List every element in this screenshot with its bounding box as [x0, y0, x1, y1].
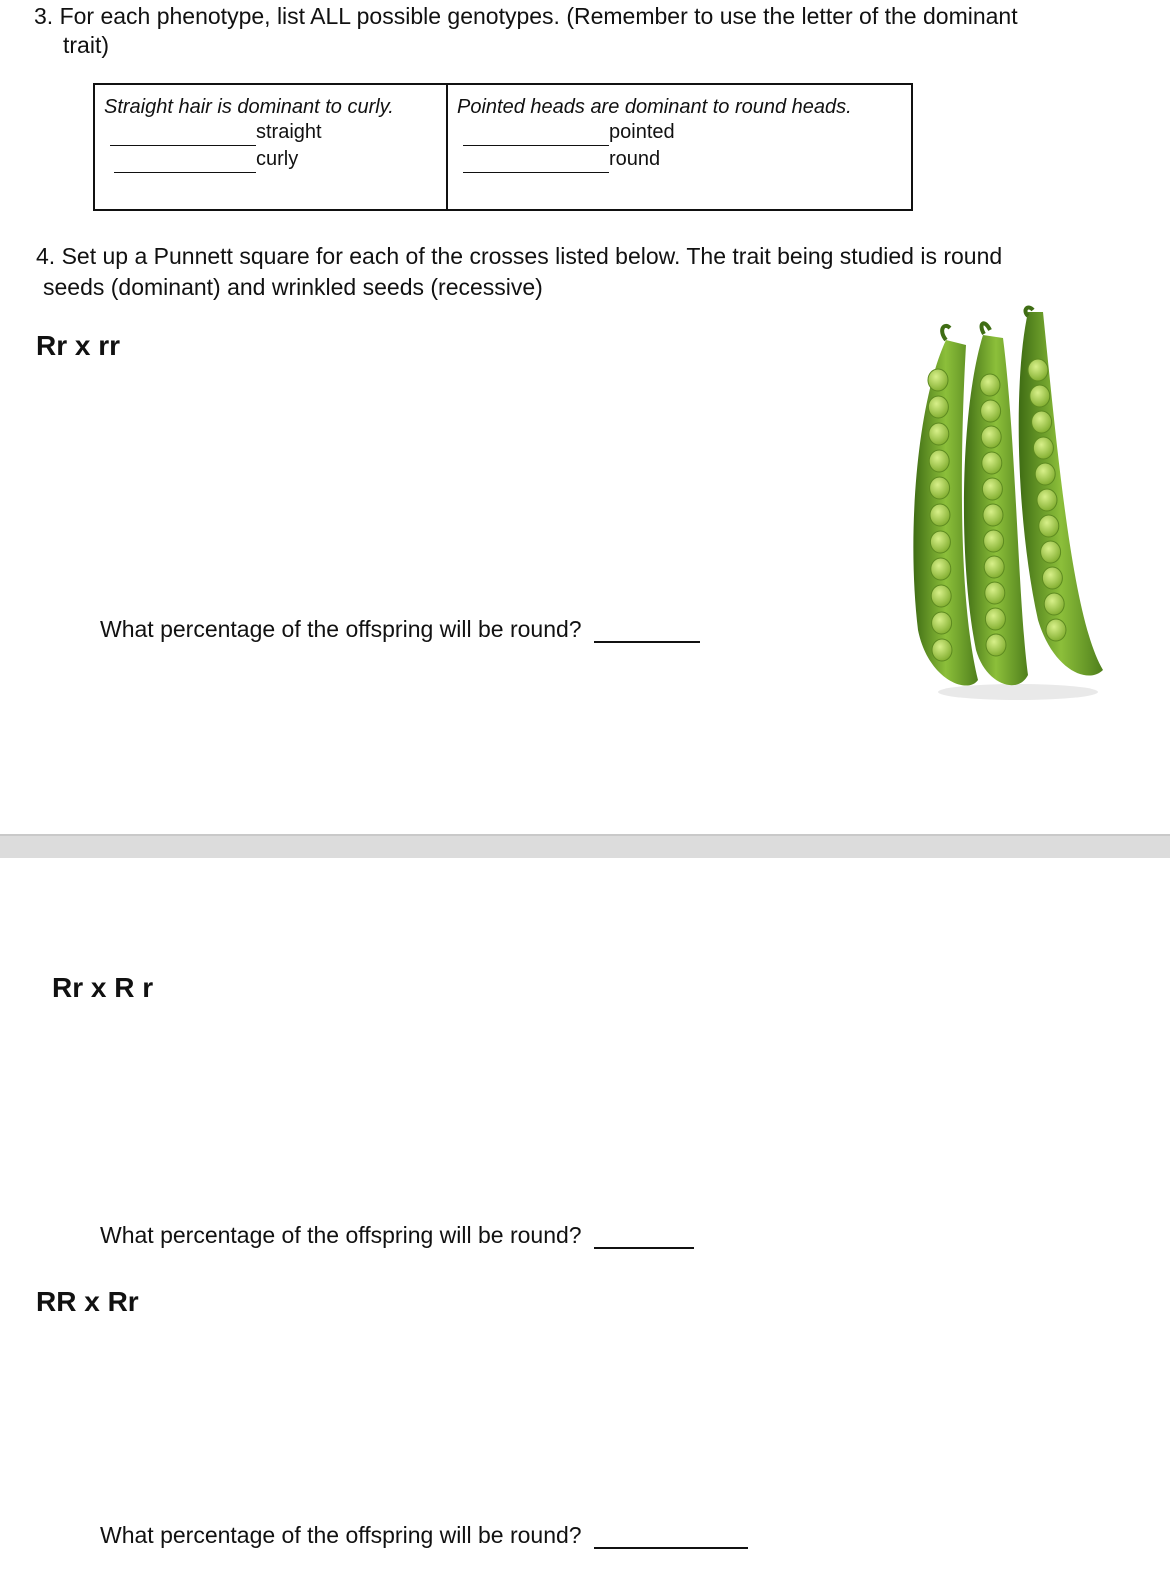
pea — [1039, 515, 1059, 537]
pea — [983, 504, 1003, 526]
pea — [1037, 489, 1057, 511]
question-4-line-2: seeds (dominant) and wrinkled seeds (recessive) — [43, 274, 543, 300]
question-3-line-1: 3. For each phenotype, list ALL possible genotypes. (Remember to use the letter of the dominant — [34, 3, 1018, 29]
cross-1-label: Rr x rr — [36, 330, 121, 361]
pea — [1041, 541, 1061, 563]
pea — [982, 478, 1002, 500]
pea — [928, 369, 948, 391]
pea — [932, 639, 952, 661]
pea — [1033, 437, 1053, 459]
curly-label: curly — [256, 148, 299, 170]
cross-1-answer-blank[interactable] — [594, 621, 700, 643]
pointed-label: pointed — [609, 121, 675, 143]
pea — [984, 530, 1004, 552]
pea — [1032, 411, 1052, 433]
pea — [928, 396, 948, 418]
cross-2-question-text: What percentage of the offspring will be round? — [100, 1222, 582, 1248]
straight-row — [104, 119, 438, 146]
pea — [930, 504, 950, 526]
pea — [981, 400, 1001, 422]
pea — [981, 426, 1001, 448]
round-row — [457, 146, 903, 173]
pod-shadow — [938, 684, 1098, 700]
phenotype-table — [93, 83, 913, 211]
pea — [931, 558, 951, 580]
cross-2-question — [100, 1222, 694, 1249]
cross-1-question — [100, 616, 700, 643]
pea — [1028, 359, 1048, 381]
cross-3-question-text: What percentage of the offspring will be round? — [100, 1522, 582, 1548]
pea — [980, 374, 1000, 396]
pointed-row — [457, 119, 903, 146]
cross-3-answer-blank[interactable] — [594, 1527, 748, 1549]
cross-1-question-text: What percentage of the offspring will be round? — [100, 616, 582, 642]
pea — [930, 477, 950, 499]
pea — [1044, 593, 1064, 615]
straight-answer-blank[interactable] — [110, 125, 256, 146]
pea — [985, 582, 1005, 604]
curly-answer-blank[interactable] — [114, 152, 256, 173]
cross-3-label: RR x Rr — [36, 1286, 139, 1317]
pea-pods-illustration — [898, 300, 1108, 705]
pointed-answer-blank[interactable] — [463, 125, 609, 146]
question-4 — [36, 241, 1146, 303]
straight-label: straight — [256, 121, 322, 143]
pea — [929, 450, 949, 472]
pea — [932, 612, 952, 634]
round-label: round — [609, 148, 661, 170]
pea — [982, 452, 1002, 474]
question-3-line-2: trait) — [63, 32, 109, 58]
head-trait-header: Pointed heads are dominant to round heads. — [457, 96, 852, 118]
pea — [985, 608, 1005, 630]
cross-3-question — [100, 1522, 748, 1549]
cross-2-label: Rr x R r — [52, 972, 154, 1003]
question-3 — [34, 2, 1144, 60]
round-answer-blank[interactable] — [463, 152, 609, 173]
question-4-line-1: 4. Set up a Punnett square for each of the crosses listed below. The trait being studied is round — [36, 243, 1003, 269]
phenotype-cell-head — [447, 84, 912, 210]
pea — [930, 531, 950, 553]
pea — [931, 585, 951, 607]
pea — [1046, 619, 1066, 641]
pea — [1035, 463, 1055, 485]
pea — [1030, 385, 1050, 407]
pea — [929, 423, 949, 445]
pea — [984, 556, 1004, 578]
curly-row — [104, 146, 438, 173]
pea — [986, 634, 1006, 656]
page-divider — [0, 834, 1170, 858]
cross-2-answer-blank[interactable] — [594, 1227, 694, 1249]
phenotype-cell-hair — [94, 84, 447, 210]
hair-trait-header: Straight hair is dominant to curly. — [104, 96, 394, 118]
pea — [1042, 567, 1062, 589]
